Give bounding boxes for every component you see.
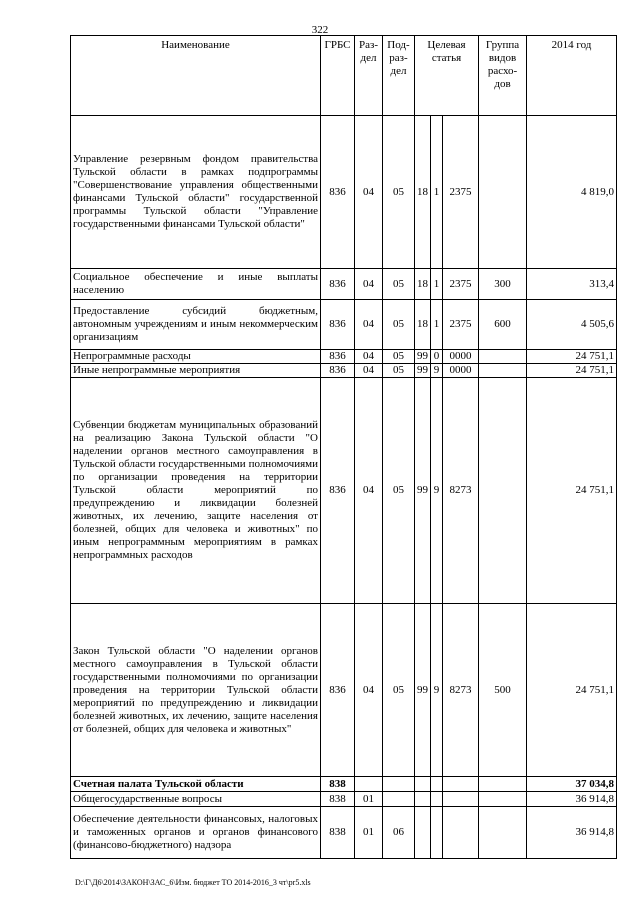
cell-rz: 04 [355, 350, 383, 364]
cell-t2: 1 [431, 300, 443, 350]
cell-prz: 05 [383, 350, 415, 364]
cell-sum: 24 751,1 [527, 364, 617, 378]
cell-vr: 600 [479, 300, 527, 350]
cell-t1: 99 [415, 378, 431, 604]
cell-t1: 18 [415, 300, 431, 350]
cell-sum: 313,4 [527, 269, 617, 300]
cell-grbs: 836 [321, 378, 355, 604]
cell-t3: 2375 [443, 269, 479, 300]
cell-rz: 01 [355, 792, 383, 807]
cell-t3: 8273 [443, 378, 479, 604]
cell-t2: 9 [431, 378, 443, 604]
cell-t3: 2375 [443, 300, 479, 350]
cell-t1 [415, 792, 431, 807]
budget-table [70, 35, 617, 859]
cell-t3 [443, 792, 479, 807]
cell-t2 [431, 777, 443, 792]
header-name: Наименование [71, 36, 321, 116]
table-row [71, 792, 617, 807]
cell-vr [479, 350, 527, 364]
cell-grbs: 836 [321, 604, 355, 777]
page-number: 322 [311, 24, 329, 36]
cell-t1: 99 [415, 350, 431, 364]
cell-prz: 05 [383, 269, 415, 300]
cell-sum: 36 914,8 [527, 792, 617, 807]
cell-grbs: 838 [321, 807, 355, 859]
cell-prz: 06 [383, 807, 415, 859]
cell-grbs: 838 [321, 792, 355, 807]
cell-name: Закон Тульской области "О наделении органов местного самоуправления в Тульской области государственными полномочиями по организации проведения на территории Тульской области мероприятий по предупреждению и ликвидации болезней животных, их лечению, защите населения от болезней, общих для человека и животных" [71, 604, 321, 777]
cell-t2 [431, 807, 443, 859]
cell-vr [479, 364, 527, 378]
cell-name: Иные непрограммные мероприятия [71, 364, 321, 378]
cell-sum: 4 505,6 [527, 300, 617, 350]
cell-name: Социальное обеспечение и иные выплаты населению [71, 269, 321, 300]
cell-rz: 04 [355, 300, 383, 350]
cell-sum: 36 914,8 [527, 807, 617, 859]
header-grbs: ГРБС [321, 36, 355, 116]
table-row [71, 364, 617, 378]
cell-t1: 18 [415, 116, 431, 269]
cell-name: Предоставление субсидий бюджетным, автономным учреждениям и иным некоммерческим организациям [71, 300, 321, 350]
cell-rz: 04 [355, 378, 383, 604]
cell-t2 [431, 792, 443, 807]
cell-t1 [415, 777, 431, 792]
cell-vr [479, 792, 527, 807]
cell-prz: 05 [383, 604, 415, 777]
cell-name: Общегосударственные вопросы [71, 792, 321, 807]
cell-vr [479, 777, 527, 792]
cell-rz: 04 [355, 116, 383, 269]
cell-name: Обеспечение деятельности финансовых, налоговых и таможенных органов и органов финансового (финансово-бюджетного) надзора [71, 807, 321, 859]
cell-prz: 05 [383, 364, 415, 378]
cell-vr: 300 [479, 269, 527, 300]
cell-vr [479, 116, 527, 269]
cell-t2: 9 [431, 364, 443, 378]
cell-t2: 1 [431, 116, 443, 269]
cell-prz: 05 [383, 378, 415, 604]
table-row [71, 807, 617, 859]
cell-t3 [443, 807, 479, 859]
cell-grbs: 836 [321, 364, 355, 378]
cell-vr [479, 378, 527, 604]
cell-prz: 05 [383, 116, 415, 269]
table-row [71, 604, 617, 777]
table-row [71, 350, 617, 364]
header-target: Целевая статья [415, 36, 479, 116]
cell-grbs: 836 [321, 300, 355, 350]
cell-t1: 18 [415, 269, 431, 300]
header-year: 2014 год [527, 36, 617, 116]
cell-t2: 0 [431, 350, 443, 364]
table-row [71, 269, 617, 300]
cell-t2: 1 [431, 269, 443, 300]
table-row [71, 300, 617, 350]
cell-rz: 01 [355, 807, 383, 859]
table-row [71, 116, 617, 269]
cell-vr: 500 [479, 604, 527, 777]
cell-sum: 24 751,1 [527, 350, 617, 364]
header-podrazdel: Под-раз-дел [383, 36, 415, 116]
cell-t3: 2375 [443, 116, 479, 269]
cell-name: Непрограммные расходы [71, 350, 321, 364]
cell-t3: 8273 [443, 604, 479, 777]
cell-name: Субвенции бюджетам муниципальных образований на реализацию Закона Тульской области "О наделении органов местного самоуправления в Тульской области государственными полномочиями по организации проведения на территории Тульской области мероприятий по предупреждению и ликвидации болезней животных, их лечению, защите населения от болезней, общих для человека и животных" по иным непрограммным мероприятиям в рамках непрограммных расходов [71, 378, 321, 604]
cell-rz: 04 [355, 604, 383, 777]
cell-grbs: 836 [321, 269, 355, 300]
header-group: Группа видов расхо-дов [479, 36, 527, 116]
cell-sum: 24 751,1 [527, 378, 617, 604]
table-row [71, 777, 617, 792]
cell-rz: 04 [355, 364, 383, 378]
cell-grbs: 836 [321, 350, 355, 364]
cell-grbs: 838 [321, 777, 355, 792]
cell-sum: 37 034,8 [527, 777, 617, 792]
cell-t1 [415, 807, 431, 859]
header-row [71, 36, 617, 116]
cell-t1: 99 [415, 604, 431, 777]
cell-sum: 24 751,1 [527, 604, 617, 777]
cell-sum: 4 819,0 [527, 116, 617, 269]
cell-rz: 04 [355, 269, 383, 300]
cell-t2: 9 [431, 604, 443, 777]
cell-name: Счетная палата Тульской области [71, 777, 321, 792]
header-razdel: Раз-дел [355, 36, 383, 116]
cell-prz [383, 777, 415, 792]
cell-t3 [443, 777, 479, 792]
cell-rz [355, 777, 383, 792]
footer-path: D:\Г\Д6\2014\ЗАКОН\ЗАС_6\Изм. бюджет ТО 2014-2016_3 чт\pr5.xls [75, 878, 311, 887]
cell-t3: 0000 [443, 350, 479, 364]
table-row [71, 378, 617, 604]
cell-grbs: 836 [321, 116, 355, 269]
cell-prz [383, 792, 415, 807]
cell-vr [479, 807, 527, 859]
cell-prz: 05 [383, 300, 415, 350]
cell-t1: 99 [415, 364, 431, 378]
cell-name: Управление резервным фондом правительства Тульской области в рамках подпрограммы "Совершенствование управления общественными финансами Тульской области" государственной программы Тульской области "Управление государственными финансами Тульской области" [71, 116, 321, 269]
cell-t3: 0000 [443, 364, 479, 378]
